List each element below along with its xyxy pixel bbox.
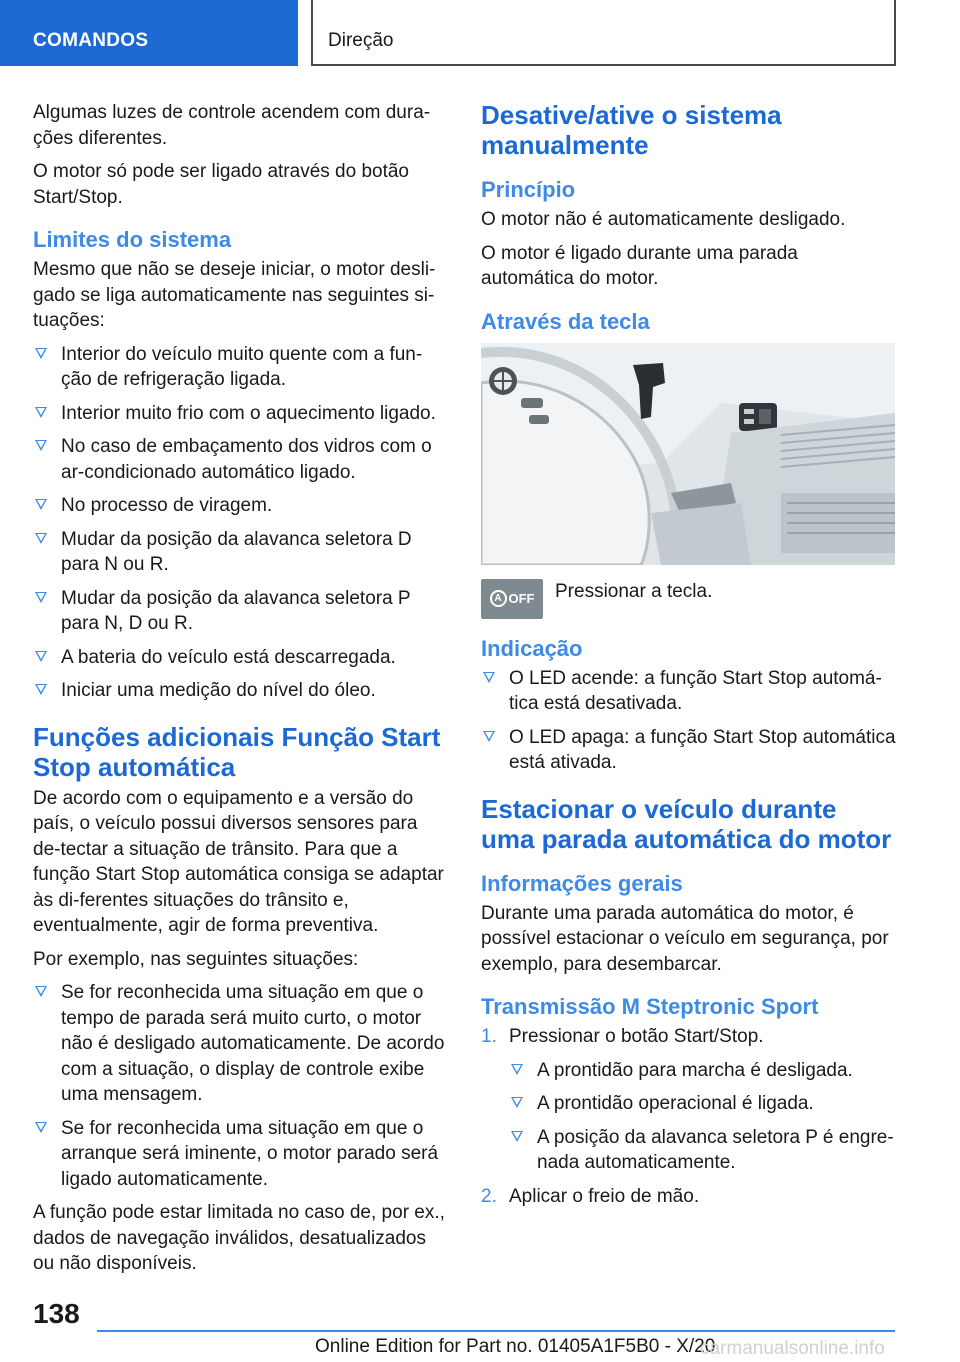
list-item: O LED apaga: a função Start Stop automática está ativada. [481,725,896,776]
key-instruction-text: Pressionar a tecla. [555,580,713,602]
step-item [481,1184,896,1210]
substep-list [509,1058,896,1176]
list-item: O LED acende: a função Start Stop automá-tica está desativada. [481,666,896,717]
list-item: Mudar da posição da alavanca seletora P para N, D ou R. [33,586,447,637]
section-tab [0,0,298,66]
list-item: A prontidão operacional é ligada. [509,1091,896,1117]
triangle-bullet-icon [35,651,47,662]
list-item: A bateria do veículo está descarregada. [33,645,447,671]
paragraph: Durante uma parada automática do motor, é possível estacionar o veículo em segurança, por exemplo, para desembarcar. [481,902,889,975]
triangle-bullet-icon [35,592,47,603]
steps-list [481,1024,896,1209]
right-column [481,100,896,1217]
paragraph: Algumas luzes de controle acendem com dura-ções diferentes. [33,102,431,149]
list-item: Interior do veículo muito quente com a fun-ção de refrigeração ligada. [33,342,447,393]
list-item: Mudar da posição da alavanca seletora D para N ou R. [33,527,447,578]
list-item: Iniciar uma medição do nível do óleo. [33,678,447,704]
list-item: A posição da alavanca seletora P é engre-nada automaticamente. [509,1125,896,1176]
triangle-bullet-icon [35,986,47,997]
watermark: carmanualsonline.info [700,1338,885,1359]
heading-general-info: Informações gerais [481,870,683,896]
triangle-bullet-icon [35,533,47,544]
step-number: 2. [481,1185,497,1207]
triangle-bullet-icon [35,440,47,451]
heading-park-vehicle: Estacionar o veículo durante uma parada automática do motor [481,793,892,854]
step-text: Aplicar o freio de mão. [509,1185,700,1207]
step-number: 1. [481,1026,497,1047]
steering-wheel-illustration [481,343,895,565]
triangle-bullet-icon [35,684,47,695]
paragraph: O motor não é automaticamente desligado. [481,209,846,230]
indication-list [481,666,896,776]
footer-divider [97,1330,895,1332]
chapter-label: Direção [328,30,394,51]
triangle-bullet-icon [35,499,47,510]
auto-start-stop-off-key-icon: A OFF [481,579,543,619]
step-item [481,1024,896,1176]
triangle-bullet-icon [35,348,47,359]
triangle-bullet-icon [511,1097,523,1108]
paragraph: O motor só pode ser ligado através do botão Start/Stop. [33,161,410,208]
list-item: No caso de embaçamento dos vidros com o ar-condicionado automático ligado. [33,434,447,485]
list-item: Interior muito frio com o aquecimento ligado. [33,401,447,427]
heading-principle: Princípio [481,177,576,202]
heading-system-limits: Limites do sistema [33,227,232,252]
heading-transmission: Transmissão M Steptronic Sport [481,994,819,1019]
list-item: Se for reconhecida uma situação em que o tempo de parada será muito curto, o motor não é desligado automaticamente. De acordo com a situação, o display de controle exibe uma mensagem. [33,980,447,1108]
chapter-box [311,0,896,66]
triangle-bullet-icon [483,731,495,742]
limits-list [33,342,447,704]
dashboard-photo [481,343,895,565]
triangle-bullet-icon [511,1131,523,1142]
list-item: A prontidão para marcha é desligada. [509,1058,896,1084]
paragraph: A função pode estar limitada no caso de, por ex., dados de navegação inválidos, desatualizados ou não disponíveis. [33,1202,445,1274]
paragraph: Por exemplo, nas seguintes situações: [33,948,359,970]
list-item: Se for reconhecida uma situação em que o arranque será iminente, o motor parado será ligado automaticamente. [33,1116,447,1193]
key-instruction-row [481,579,896,619]
heading-manual-toggle: Desative/ative o sistema manualmente [481,100,782,160]
paragraph: Mesmo que não se deseje iniciar, o motor desli-gado se liga automaticamente nas seguintes si-tuações: [33,259,436,331]
paragraph: O motor é ligado durante uma parada automática do motor. [481,242,798,289]
step-text: Pressionar o botão Start/Stop. [509,1026,764,1047]
example-list [33,980,447,1192]
list-item: No processo de viragem. [33,493,447,519]
triangle-bullet-icon [511,1064,523,1075]
heading-via-key: Através da tecla [481,308,650,334]
heading-indication: Indicação [481,635,583,661]
section-label: COMANDOS [33,30,149,51]
triangle-bullet-icon [483,672,495,683]
triangle-bullet-icon [35,407,47,418]
page-number: 138 [33,1298,80,1329]
heading-additional-functions: Funções adicionais Função Start Stop automática [33,721,441,782]
edition-footer: Online Edition for Part no. 01405A1F5B0 - X/20 [315,1336,716,1357]
triangle-bullet-icon [35,1122,47,1133]
left-column [33,100,447,1285]
paragraph: De acordo com o equipamento e a versão do país, o veículo possui diversos sensores para de-tectar a situação de trânsito. Para que a função Start Stop automática consiga se adaptar às di-ferentes situações do trânsito e, eventualmente, agir de forma preventiva. [33,787,444,936]
